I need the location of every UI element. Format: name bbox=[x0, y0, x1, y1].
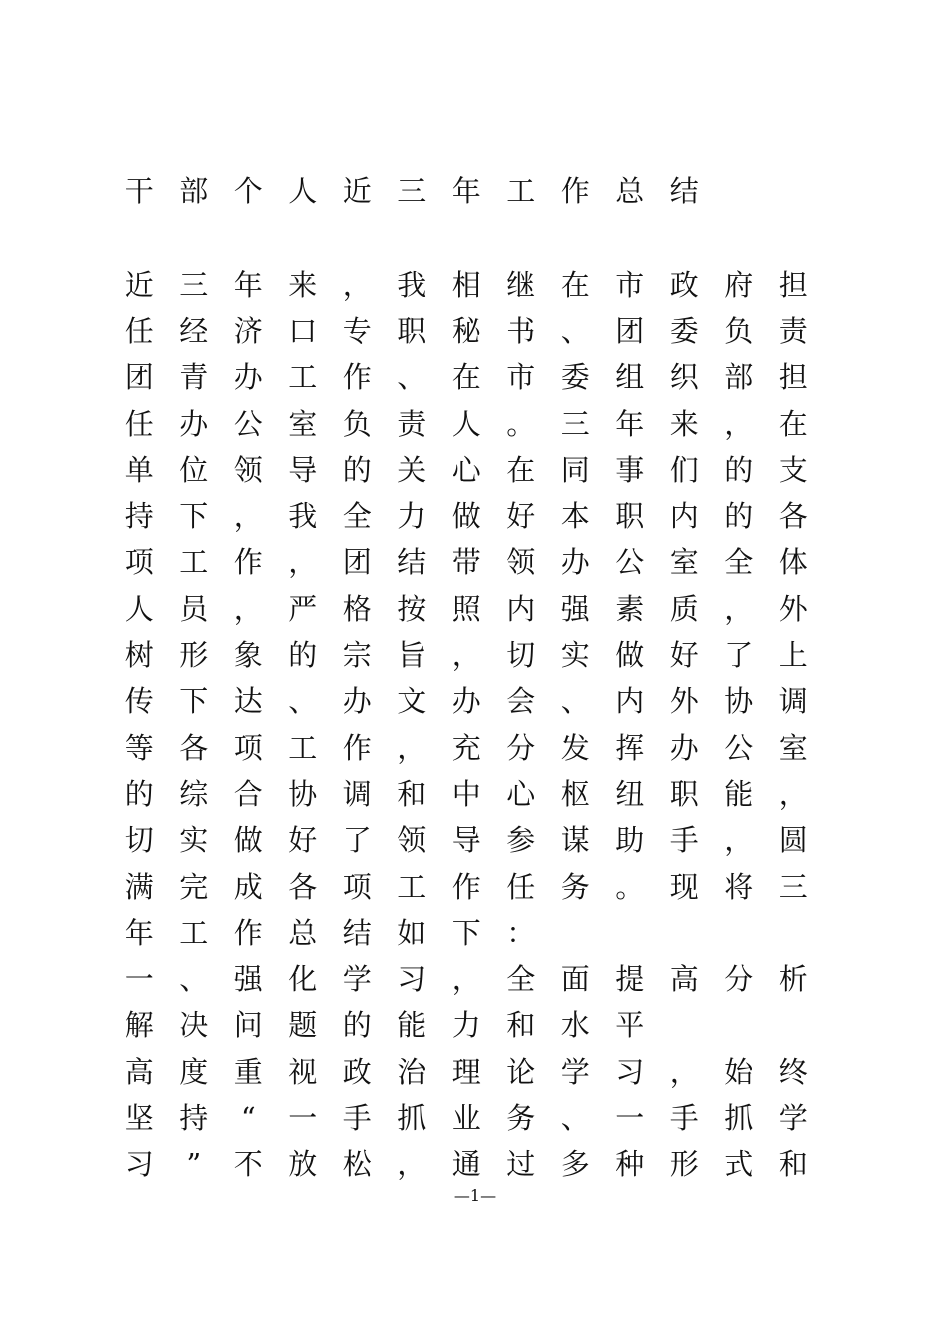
text-char: 的 bbox=[124, 776, 154, 811]
text-char: 终 bbox=[778, 1054, 808, 1089]
text-char: 务 bbox=[506, 1100, 536, 1135]
body-line bbox=[112, 493, 821, 539]
text-char: 旨 bbox=[397, 638, 427, 673]
text-char: 好 bbox=[506, 499, 536, 534]
text-char: 内 bbox=[669, 499, 699, 534]
text-char: 手 bbox=[669, 823, 699, 858]
text-char: 公 bbox=[233, 406, 263, 441]
body-line bbox=[112, 1003, 821, 1049]
text-char: 济 bbox=[233, 313, 263, 348]
text-char: ， bbox=[397, 1147, 427, 1182]
text-char: 纽 bbox=[615, 776, 645, 811]
text-char: 年 bbox=[615, 406, 645, 441]
text-char: 下 bbox=[179, 499, 209, 534]
text-char: 经 bbox=[179, 313, 209, 348]
text-char: 、 bbox=[560, 313, 590, 348]
text-char: ， bbox=[397, 730, 427, 765]
text-char: 的 bbox=[724, 499, 754, 534]
text-char: 抓 bbox=[397, 1100, 427, 1135]
text-char: 理 bbox=[451, 1054, 481, 1089]
text-char: 谋 bbox=[560, 823, 590, 858]
text-char: 总 bbox=[288, 915, 318, 950]
text-char: 室 bbox=[288, 406, 318, 441]
text-char: 外 bbox=[669, 684, 699, 719]
page-number: —1— bbox=[453, 1186, 497, 1205]
text-char: 组 bbox=[615, 360, 645, 395]
text-char: 切 bbox=[124, 823, 154, 858]
text-char: 上 bbox=[778, 638, 808, 673]
text-char: 事 bbox=[615, 452, 645, 487]
text-char: 做 bbox=[451, 499, 481, 534]
text-char: 一 bbox=[124, 962, 154, 997]
text-char: 合 bbox=[233, 776, 263, 811]
text-char: 业 bbox=[451, 1100, 481, 1135]
text-char: 来 bbox=[669, 406, 699, 441]
text-char: 析 bbox=[778, 962, 808, 997]
text-char: 委 bbox=[560, 360, 590, 395]
text-char: 在 bbox=[560, 267, 590, 302]
text-char: 好 bbox=[669, 638, 699, 673]
text-char: 重 bbox=[233, 1054, 263, 1089]
text-char: ， bbox=[451, 962, 481, 997]
body-line bbox=[112, 818, 821, 864]
text-char: 三 bbox=[778, 869, 808, 904]
text-char: 坚 bbox=[124, 1100, 154, 1135]
text-char: 年 bbox=[124, 915, 154, 950]
text-char: 继 bbox=[506, 267, 536, 302]
text-char: 在 bbox=[506, 452, 536, 487]
text-char: 形 bbox=[669, 1147, 699, 1182]
text-char: 、 bbox=[560, 684, 590, 719]
text-char: 题 bbox=[288, 1008, 318, 1043]
text-char: 我 bbox=[397, 267, 427, 302]
text-char: 本 bbox=[560, 499, 590, 534]
text-char: 办 bbox=[233, 360, 263, 395]
text-char: 学 bbox=[778, 1100, 808, 1135]
text-char: 各 bbox=[778, 499, 808, 534]
text-char: 协 bbox=[724, 684, 754, 719]
text-char: 手 bbox=[342, 1100, 372, 1135]
text-char: 调 bbox=[778, 684, 808, 719]
text-char: 部 bbox=[179, 173, 209, 208]
text-char: 完 bbox=[179, 869, 209, 904]
text-char: 达 bbox=[233, 684, 263, 719]
text-char: 干 bbox=[124, 173, 154, 208]
text-char: 内 bbox=[615, 684, 645, 719]
text-char: ， bbox=[451, 638, 481, 673]
text-char: 强 bbox=[233, 962, 263, 997]
text-char: ， bbox=[724, 406, 754, 441]
text-char: 任 bbox=[506, 869, 536, 904]
text-char: 三 bbox=[179, 267, 209, 302]
text-char: 持 bbox=[124, 499, 154, 534]
text-char: 负 bbox=[342, 406, 372, 441]
text-char: “ bbox=[240, 1100, 256, 1135]
body-line bbox=[112, 956, 821, 1002]
text-char: 室 bbox=[669, 545, 699, 580]
text-char: 任 bbox=[124, 406, 154, 441]
body-line bbox=[112, 1095, 821, 1141]
text-char: 等 bbox=[124, 730, 154, 765]
text-char: 一 bbox=[288, 1100, 318, 1135]
text-char: 在 bbox=[778, 406, 808, 441]
text-char: 支 bbox=[778, 452, 808, 487]
text-char: 会 bbox=[506, 684, 536, 719]
text-char: 参 bbox=[506, 823, 536, 858]
text-char: 高 bbox=[669, 962, 699, 997]
text-char: 象 bbox=[233, 638, 263, 673]
text-char: 作 bbox=[342, 730, 372, 765]
text-char: 团 bbox=[124, 360, 154, 395]
text-char: 严 bbox=[288, 591, 318, 626]
text-char: 人 bbox=[451, 406, 481, 441]
text-char: 综 bbox=[179, 776, 209, 811]
body-line bbox=[112, 1049, 821, 1095]
text-char: 传 bbox=[124, 684, 154, 719]
text-char: 政 bbox=[342, 1054, 372, 1089]
text-char: ， bbox=[778, 776, 808, 811]
text-char: 式 bbox=[724, 1147, 754, 1182]
text-char: 下 bbox=[451, 915, 481, 950]
text-char: 领 bbox=[233, 452, 263, 487]
body-line bbox=[112, 355, 821, 401]
text-char: 同 bbox=[560, 452, 590, 487]
text-char: 照 bbox=[451, 591, 481, 626]
text-char: 做 bbox=[233, 823, 263, 858]
text-char: ， bbox=[724, 823, 754, 858]
text-char: 论 bbox=[506, 1054, 536, 1089]
text-char: 能 bbox=[397, 1008, 427, 1043]
text-char: 持 bbox=[179, 1100, 209, 1135]
text-char: 工 bbox=[179, 545, 209, 580]
text-char: 的 bbox=[342, 452, 372, 487]
text-char: 实 bbox=[179, 823, 209, 858]
text-char: 分 bbox=[724, 962, 754, 997]
text-char: 任 bbox=[124, 313, 154, 348]
text-char: 团 bbox=[342, 545, 372, 580]
text-char: 抓 bbox=[724, 1100, 754, 1135]
text-char: 松 bbox=[342, 1147, 372, 1182]
text-char: 职 bbox=[615, 499, 645, 534]
text-char: 、 bbox=[560, 1100, 590, 1135]
text-char: 在 bbox=[451, 360, 481, 395]
text-char: 工 bbox=[397, 869, 427, 904]
text-char: 近 bbox=[124, 267, 154, 302]
text-char: 三 bbox=[397, 173, 427, 208]
text-char: 了 bbox=[342, 823, 372, 858]
text-char: ， bbox=[342, 267, 372, 302]
body-line bbox=[112, 262, 821, 308]
text-char: 树 bbox=[124, 638, 154, 673]
text-char: 领 bbox=[506, 545, 536, 580]
text-char: 。 bbox=[615, 869, 645, 904]
text-char: 决 bbox=[179, 1008, 209, 1043]
text-char: 心 bbox=[451, 452, 481, 487]
text-char: 作 bbox=[233, 915, 263, 950]
text-char: 文 bbox=[397, 684, 427, 719]
text-char: 总 bbox=[615, 173, 645, 208]
text-char: 公 bbox=[724, 730, 754, 765]
document-body bbox=[112, 262, 821, 1188]
text-char: 市 bbox=[506, 360, 536, 395]
body-line bbox=[112, 679, 821, 725]
text-char: 宗 bbox=[342, 638, 372, 673]
text-char: 来 bbox=[288, 267, 318, 302]
text-char: 导 bbox=[288, 452, 318, 487]
text-char: 。 bbox=[506, 406, 536, 441]
text-char: 部 bbox=[724, 360, 754, 395]
text-char: 办 bbox=[560, 545, 590, 580]
text-char: 关 bbox=[397, 452, 427, 487]
text-char: 协 bbox=[288, 776, 318, 811]
body-line bbox=[112, 1142, 821, 1188]
text-char: 责 bbox=[397, 406, 427, 441]
text-char: 了 bbox=[724, 638, 754, 673]
text-char: 现 bbox=[669, 869, 699, 904]
text-char: 室 bbox=[778, 730, 808, 765]
text-char: 们 bbox=[669, 452, 699, 487]
text-char: 助 bbox=[615, 823, 645, 858]
text-char: 年 bbox=[451, 173, 481, 208]
text-char: 学 bbox=[342, 962, 372, 997]
text-char: ， bbox=[233, 499, 263, 534]
text-char: 个 bbox=[233, 173, 263, 208]
text-char: 质 bbox=[669, 591, 699, 626]
text-char: 、 bbox=[397, 360, 427, 395]
text-char: 三 bbox=[560, 406, 590, 441]
text-char: 发 bbox=[560, 730, 590, 765]
text-char: 结 bbox=[669, 173, 699, 208]
text-char: 通 bbox=[451, 1147, 481, 1182]
text-char: 和 bbox=[397, 776, 427, 811]
text-char: 充 bbox=[451, 730, 481, 765]
text-char: 全 bbox=[506, 962, 536, 997]
text-char: 治 bbox=[397, 1054, 427, 1089]
text-char: 高 bbox=[124, 1054, 154, 1089]
text-char: 办 bbox=[342, 684, 372, 719]
text-char: 水 bbox=[560, 1008, 590, 1043]
text-char: 种 bbox=[615, 1147, 645, 1182]
text-char: 人 bbox=[124, 591, 154, 626]
text-char: 担 bbox=[778, 267, 808, 302]
text-char: 市 bbox=[615, 267, 645, 302]
text-char: 作 bbox=[560, 173, 590, 208]
text-char: 如 bbox=[397, 915, 427, 950]
body-line bbox=[112, 308, 821, 354]
text-char: ” bbox=[186, 1147, 202, 1182]
text-char: 秘 bbox=[451, 313, 481, 348]
text-char: 专 bbox=[342, 313, 372, 348]
text-char: 好 bbox=[288, 823, 318, 858]
text-char: 一 bbox=[615, 1100, 645, 1135]
text-char: 单 bbox=[124, 452, 154, 487]
text-char: 口 bbox=[288, 313, 318, 348]
text-char: 形 bbox=[179, 638, 209, 673]
text-char: 、 bbox=[179, 962, 209, 997]
text-char: 解 bbox=[124, 1008, 154, 1043]
text-char: 员 bbox=[179, 591, 209, 626]
text-char: 素 bbox=[615, 591, 645, 626]
body-line bbox=[112, 632, 821, 678]
text-char: 平 bbox=[615, 1008, 645, 1043]
text-char: 和 bbox=[778, 1147, 808, 1182]
text-char: 全 bbox=[724, 545, 754, 580]
text-char: 作 bbox=[451, 869, 481, 904]
text-char: 视 bbox=[288, 1054, 318, 1089]
text-char: ： bbox=[506, 915, 536, 950]
text-char: ， bbox=[724, 591, 754, 626]
text-char: 体 bbox=[778, 545, 808, 580]
text-char: 担 bbox=[778, 360, 808, 395]
text-char: 项 bbox=[233, 730, 263, 765]
body-line bbox=[112, 864, 821, 910]
text-char: 结 bbox=[397, 545, 427, 580]
text-char: 工 bbox=[179, 915, 209, 950]
text-char: 满 bbox=[124, 869, 154, 904]
text-char: 政 bbox=[669, 267, 699, 302]
text-char: 位 bbox=[179, 452, 209, 487]
text-char: 挥 bbox=[615, 730, 645, 765]
text-char: 手 bbox=[669, 1100, 699, 1135]
text-char: 项 bbox=[124, 545, 154, 580]
text-char: 各 bbox=[179, 730, 209, 765]
text-char: 学 bbox=[560, 1054, 590, 1089]
text-char: 的 bbox=[342, 1008, 372, 1043]
text-char: 化 bbox=[288, 962, 318, 997]
text-char: 务 bbox=[560, 869, 590, 904]
text-char: 将 bbox=[724, 869, 754, 904]
text-char: 不 bbox=[233, 1147, 263, 1182]
text-char: 负 bbox=[724, 313, 754, 348]
text-char: 心 bbox=[506, 776, 536, 811]
text-char: 办 bbox=[179, 406, 209, 441]
text-char: 人 bbox=[288, 173, 318, 208]
text-char: 委 bbox=[669, 313, 699, 348]
text-char: 度 bbox=[179, 1054, 209, 1089]
text-char: 分 bbox=[506, 730, 536, 765]
text-char: 下 bbox=[179, 684, 209, 719]
text-char: 书 bbox=[506, 313, 536, 348]
text-char: 过 bbox=[506, 1147, 536, 1182]
text-char: 工 bbox=[288, 730, 318, 765]
text-char: 圆 bbox=[778, 823, 808, 858]
text-char: 团 bbox=[615, 313, 645, 348]
text-char: 相 bbox=[451, 267, 481, 302]
text-char: 项 bbox=[342, 869, 372, 904]
body-line bbox=[112, 910, 821, 956]
text-char: 力 bbox=[397, 499, 427, 534]
body-line bbox=[112, 586, 821, 632]
text-char: 枢 bbox=[560, 776, 590, 811]
text-char: 各 bbox=[288, 869, 318, 904]
text-char: 习 bbox=[397, 962, 427, 997]
body-line bbox=[112, 725, 821, 771]
title-line bbox=[112, 168, 712, 214]
text-char: 中 bbox=[451, 776, 481, 811]
text-char: 带 bbox=[451, 545, 481, 580]
text-char: 工 bbox=[506, 173, 536, 208]
text-char: ， bbox=[288, 545, 318, 580]
text-char: 习 bbox=[124, 1147, 154, 1182]
text-char: 结 bbox=[342, 915, 372, 950]
text-char: 领 bbox=[397, 823, 427, 858]
text-char: 青 bbox=[179, 360, 209, 395]
text-char: 公 bbox=[615, 545, 645, 580]
text-char: 职 bbox=[397, 313, 427, 348]
text-char: 作 bbox=[233, 545, 263, 580]
text-char: 成 bbox=[233, 869, 263, 904]
text-char: ， bbox=[233, 591, 263, 626]
text-char: 做 bbox=[615, 638, 645, 673]
text-char: 切 bbox=[506, 638, 536, 673]
text-char: 我 bbox=[288, 499, 318, 534]
text-char: 放 bbox=[288, 1147, 318, 1182]
text-char: 格 bbox=[342, 591, 372, 626]
text-char: 多 bbox=[560, 1147, 590, 1182]
text-char: 作 bbox=[342, 360, 372, 395]
text-char: 织 bbox=[669, 360, 699, 395]
text-char: 始 bbox=[724, 1054, 754, 1089]
text-char: 责 bbox=[778, 313, 808, 348]
text-char: 职 bbox=[669, 776, 699, 811]
text-char: 导 bbox=[451, 823, 481, 858]
text-char: 力 bbox=[451, 1008, 481, 1043]
text-char: 面 bbox=[560, 962, 590, 997]
text-char: 能 bbox=[724, 776, 754, 811]
text-char: 内 bbox=[506, 591, 536, 626]
text-char: 府 bbox=[724, 267, 754, 302]
body-line bbox=[112, 540, 821, 586]
body-line bbox=[112, 771, 821, 817]
text-char: 实 bbox=[560, 638, 590, 673]
text-char: 的 bbox=[288, 638, 318, 673]
body-line bbox=[112, 447, 821, 493]
text-char: 工 bbox=[288, 360, 318, 395]
text-char: ， bbox=[669, 1054, 699, 1089]
text-char: 和 bbox=[506, 1008, 536, 1043]
text-char: 按 bbox=[397, 591, 427, 626]
text-char: 年 bbox=[233, 267, 263, 302]
document-title bbox=[112, 168, 712, 214]
body-line bbox=[112, 401, 821, 447]
text-char: 强 bbox=[560, 591, 590, 626]
text-char: 近 bbox=[342, 173, 372, 208]
text-char: 问 bbox=[233, 1008, 263, 1043]
text-char: 办 bbox=[669, 730, 699, 765]
text-char: 、 bbox=[288, 684, 318, 719]
text-char: 调 bbox=[342, 776, 372, 811]
text-char: 外 bbox=[778, 591, 808, 626]
text-char: 全 bbox=[342, 499, 372, 534]
text-char: 办 bbox=[451, 684, 481, 719]
text-char: 提 bbox=[615, 962, 645, 997]
text-char: 习 bbox=[615, 1054, 645, 1089]
text-char: 的 bbox=[724, 452, 754, 487]
